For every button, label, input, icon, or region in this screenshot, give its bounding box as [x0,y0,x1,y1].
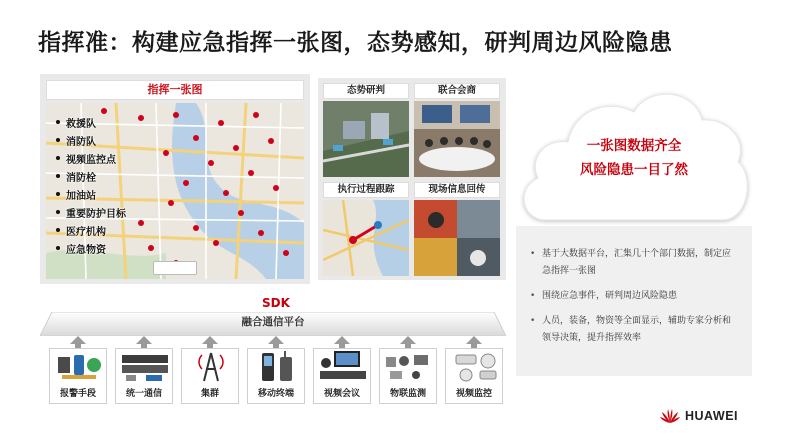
info-item: • 人员，装备，物资等全面显示，辅助专家分析和领导决策，提升指挥效率 [528,313,738,347]
info-box [516,226,752,376]
legend-item: 重要防护目标 [56,203,126,221]
device-label: 移动终端 [257,389,294,399]
photo-cell-tracking[interactable] [323,182,409,276]
alarm-devices-icon [50,349,106,383]
command-map-panel [40,74,310,284]
device-label: 视频监控 [455,389,492,399]
legend-item: 应急物资 [56,239,126,257]
cloud-text [516,134,752,182]
cloud-line-2: 风险隐患一目了然 [580,162,688,178]
photo-cell-field-info[interactable] [414,182,500,276]
device-iot[interactable] [379,348,437,404]
device-video-conf[interactable] [313,348,371,404]
device-mobile[interactable] [247,348,305,404]
photo-caption: 执行过程跟踪 [323,182,409,198]
map-panel-header: 指挥一张图 [46,80,304,100]
trunking-radio-icon [182,349,238,383]
huawei-logo [660,408,738,424]
video-conference-icon [314,349,370,383]
legend-item: 加油站 [56,185,126,203]
brand-name: HUAWEI [685,409,738,423]
platform-bar-label: 融合通信平台 [241,316,305,328]
page-title: 指挥准：构建应急指挥一张图，态势感知，研判周边风险隐患 [38,30,673,56]
sdk-label: SDK [262,296,290,310]
device-label: 物联监测 [389,389,426,399]
field-info-image [414,200,500,276]
photo-cell-situation[interactable] [323,83,409,177]
legend-item: 消防栓 [56,167,126,185]
device-label: 集群 [200,389,219,399]
device-label: 视频会议 [323,389,360,399]
cloud-line-1: 一张图数据齐全 [586,138,682,154]
legend-item: 救援队 [56,113,126,131]
device-video-surveillance[interactable] [445,348,503,404]
map-zoom-control[interactable] [153,261,197,275]
unified-communication-icon [116,349,172,383]
mobile-terminal-icon [248,349,304,383]
photo-caption: 态势研判 [323,83,409,99]
info-item: • 围绕应急事件，研判周边风险隐患 [528,288,738,305]
photo-caption: 联合会商 [414,83,500,99]
device-unified-comm[interactable] [115,348,173,404]
situation-analysis-image [323,101,409,177]
map-legend [56,113,126,257]
execution-tracking-image [323,200,409,276]
surveillance-camera-icon [446,349,502,383]
device-label: 报警手段 [59,389,96,399]
iot-sensor-icon [380,349,436,383]
legend-item: 医疗机构 [56,221,126,239]
photo-cell-consultation[interactable] [414,83,500,177]
legend-item: 消防队 [56,131,126,149]
photo-caption: 现场信息回传 [414,182,500,198]
huawei-petal-icon [660,408,680,424]
joint-consultation-image [414,101,500,177]
command-map[interactable] [46,103,304,279]
device-alarm[interactable] [49,348,107,404]
device-trunking[interactable] [181,348,239,404]
photo-panel [318,78,506,280]
legend-item: 视频监控点 [56,149,126,167]
device-label: 统一通信 [125,389,162,399]
info-item: • 基于大数据平台，汇集几十个部门数据，制定应急指挥一张图 [528,246,738,280]
